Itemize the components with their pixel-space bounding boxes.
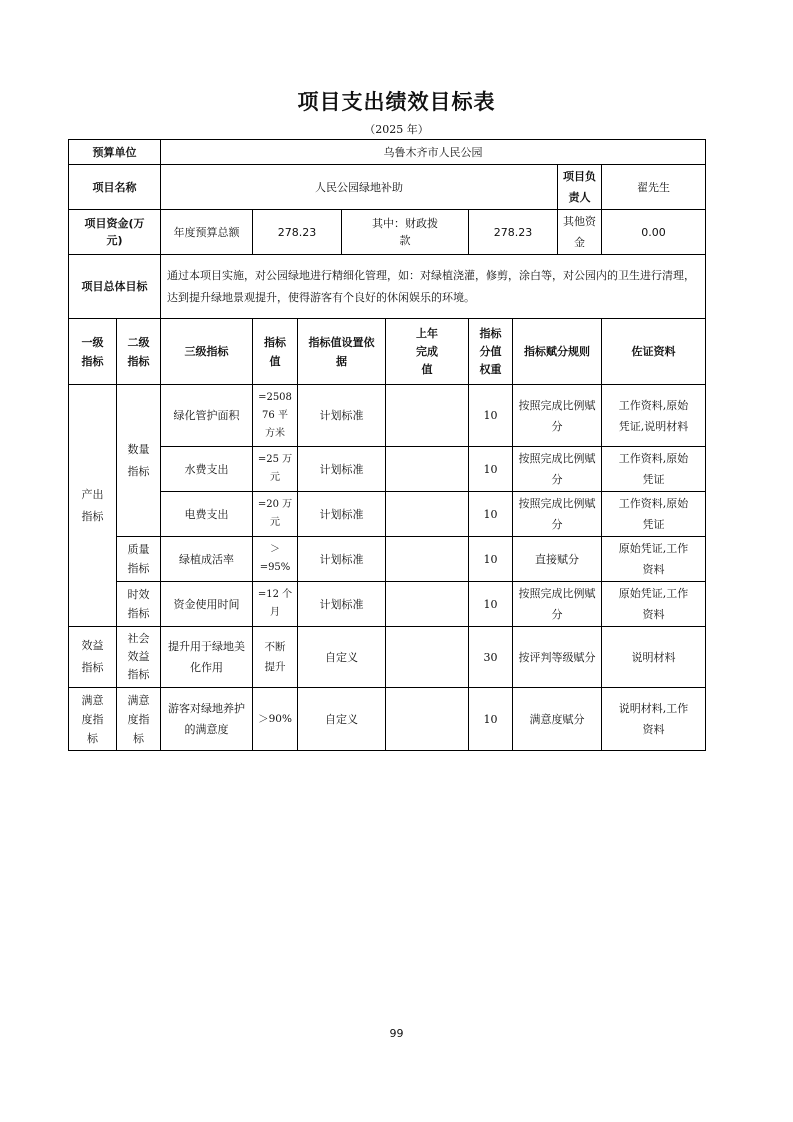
project-name-value: 人民公园绿地补助 — [161, 165, 558, 210]
indicator-last-year — [386, 582, 469, 627]
header-level1: 一级 指标 — [69, 319, 117, 385]
indicator-name: 提升用于绿地美化作用 — [161, 627, 253, 688]
indicator-weight: 10 — [469, 447, 513, 492]
indicator-evidence: 工作资料,原始 凭证,说明材料 — [602, 385, 706, 447]
indicator-value: ＞90% — [253, 688, 298, 751]
indicator-basis: 自定义 — [298, 627, 386, 688]
header-weight: 指标 分值 权重 — [469, 319, 513, 385]
performance-table — [68, 139, 706, 751]
annual-budget-label: 年度预算总额 — [161, 210, 253, 255]
indicator-header-row — [69, 319, 706, 385]
overall-goal-text: 通过本项目实施，对公园绿地进行精细化管理，如：对绿植浇灌，修剪，涂白等，对公园内的卫生进行清理，达到提升绿地景观提升，使得游客有个良好的休闲娱乐的环境。 — [161, 255, 706, 319]
year-label: （2025 年） — [364, 123, 429, 136]
indicator-rule: 按照完成比例赋 分 — [513, 492, 602, 537]
indicator-evidence: 工作资料,原始 凭证 — [602, 492, 706, 537]
project-leader-label: 项目负责人 — [558, 165, 602, 210]
indicator-rule: 按评判等级赋分 — [513, 627, 602, 688]
indicator-basis: 计划标准 — [298, 582, 386, 627]
indicator-evidence: 工作资料,原始 凭证 — [602, 447, 706, 492]
indicator-basis: 计划标准 — [298, 385, 386, 447]
indicator-weight: 10 — [469, 688, 513, 751]
indicator-basis: 自定义 — [298, 688, 386, 751]
indicator-weight: 10 — [469, 537, 513, 582]
indicator-last-year — [386, 385, 469, 447]
table-row — [69, 627, 706, 688]
indicator-basis: 计划标准 — [298, 492, 386, 537]
indicator-rule: 按照完成比例赋 分 — [513, 385, 602, 447]
table-row — [69, 447, 706, 492]
indicator-value: =25 万 元 — [253, 447, 298, 492]
indicator-name: 电费支出 — [161, 492, 253, 537]
project-name-row — [69, 165, 706, 210]
indicator-rule: 按照完成比例赋 分 — [513, 447, 602, 492]
indicator-value: =20 万 元 — [253, 492, 298, 537]
header-level3: 三级指标 — [161, 319, 253, 385]
table-row — [69, 385, 706, 447]
indicator-rule: 按照完成比例赋 分 — [513, 582, 602, 627]
indicator-evidence: 说明材料,工作 资料 — [602, 688, 706, 751]
project-leader-value: 翟先生 — [602, 165, 706, 210]
fiscal-label: 其中：财政拨 款 — [342, 210, 469, 255]
header-last-year: 上年 完成 值 — [386, 319, 469, 385]
fiscal-value: 278.23 — [469, 210, 558, 255]
group-quantity: 数量 指标 — [117, 385, 161, 537]
indicator-last-year — [386, 447, 469, 492]
table-row — [69, 537, 706, 582]
indicator-weight: 10 — [469, 582, 513, 627]
table-row — [69, 688, 706, 751]
overall-goal-label: 项目总体目标 — [69, 255, 161, 319]
group-output: 产出 指标 — [69, 385, 117, 627]
indicator-rule: 满意度赋分 — [513, 688, 602, 751]
header-level2: 二级 指标 — [117, 319, 161, 385]
other-funds-value: 0.00 — [602, 210, 706, 255]
group-quality: 质量 指标 — [117, 537, 161, 582]
indicator-weight: 30 — [469, 627, 513, 688]
indicator-last-year — [386, 627, 469, 688]
page-title: 项目支出绩效目标表 — [297, 90, 496, 114]
funds-label: 项目资金(万 元) — [69, 210, 161, 255]
indicator-evidence: 说明材料 — [602, 627, 706, 688]
group-satisfaction: 满意 度指 标 — [69, 688, 117, 751]
indicator-name: 绿化管护面积 — [161, 385, 253, 447]
indicator-value: 不断 提升 — [253, 627, 298, 688]
table-row — [69, 492, 706, 537]
budget-unit-row — [69, 140, 706, 165]
group-timeliness: 时效 指标 — [117, 582, 161, 627]
project-funds-row — [69, 210, 706, 255]
indicator-value: =12 个 月 — [253, 582, 298, 627]
project-name-label: 项目名称 — [69, 165, 161, 210]
header-basis: 指标值设置依 据 — [298, 319, 386, 385]
other-funds-label: 其他资金 — [558, 210, 602, 255]
indicator-last-year — [386, 492, 469, 537]
indicator-name: 绿植成活率 — [161, 537, 253, 582]
group-satisfaction-sub: 满意 度指 标 — [117, 688, 161, 751]
indicator-weight: 10 — [469, 385, 513, 447]
indicator-value: ＞ =95% — [253, 537, 298, 582]
page-number: 99 — [389, 1027, 404, 1040]
indicator-name: 游客对绿地养护的满意度 — [161, 688, 253, 751]
budget-unit-value: 乌鲁木齐市人民公园 — [161, 140, 706, 165]
indicator-last-year — [386, 688, 469, 751]
annual-budget-value: 278.23 — [253, 210, 342, 255]
overall-goal-row — [69, 255, 706, 319]
indicator-name: 资金使用时间 — [161, 582, 253, 627]
budget-unit-label: 预算单位 — [69, 140, 161, 165]
indicator-rule: 直接赋分 — [513, 537, 602, 582]
indicator-name: 水费支出 — [161, 447, 253, 492]
header-rule: 指标赋分规则 — [513, 319, 602, 385]
group-social: 社会 效益 指标 — [117, 627, 161, 688]
header-evidence: 佐证资料 — [602, 319, 706, 385]
indicator-last-year — [386, 537, 469, 582]
header-value: 指标 值 — [253, 319, 298, 385]
indicator-evidence: 原始凭证,工作 资料 — [602, 537, 706, 582]
indicator-evidence: 原始凭证,工作 资料 — [602, 582, 706, 627]
indicator-weight: 10 — [469, 492, 513, 537]
indicator-basis: 计划标准 — [298, 447, 386, 492]
table-row — [69, 582, 706, 627]
indicator-value: =2508 76 平 方米 — [253, 385, 298, 447]
indicator-basis: 计划标准 — [298, 537, 386, 582]
group-benefit: 效益 指标 — [69, 627, 117, 688]
